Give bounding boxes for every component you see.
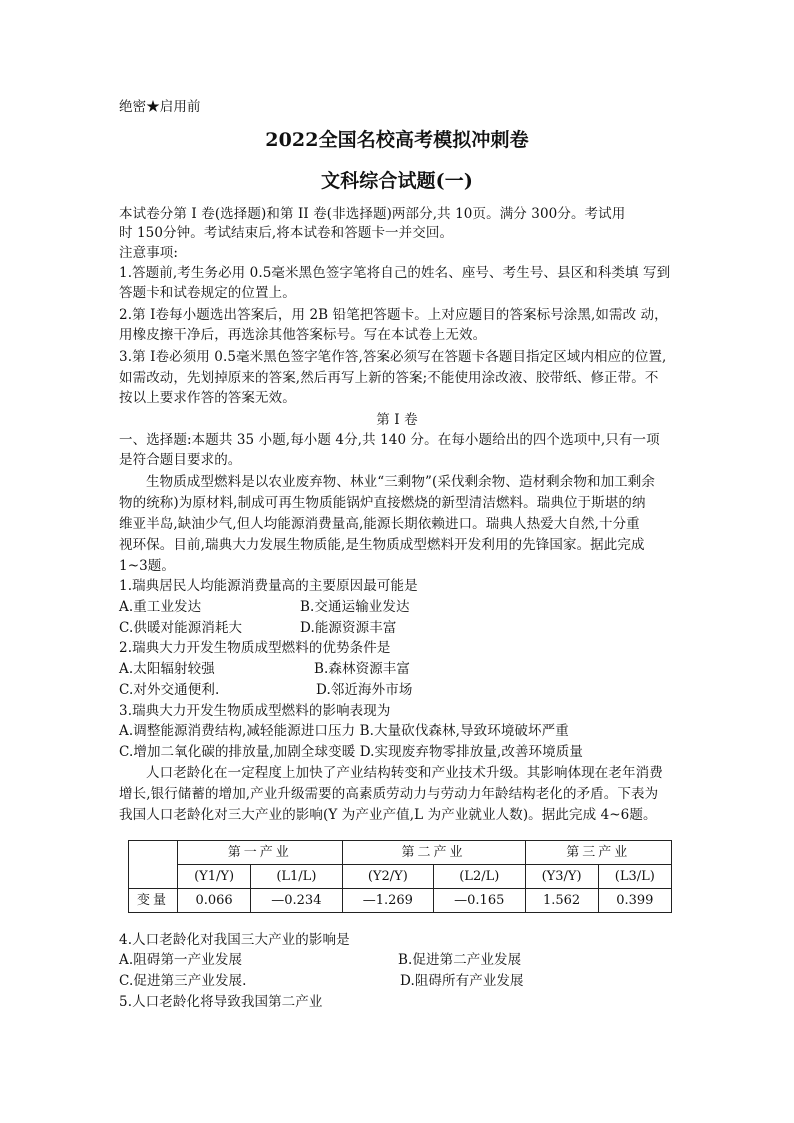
table-column-header: (L3/L) bbox=[598, 865, 671, 889]
table-column-header: (Y1/Y) bbox=[178, 865, 251, 889]
table-cell: 0.066 bbox=[178, 889, 251, 913]
question-1-option-b: B.交通运输业发达 bbox=[300, 599, 410, 615]
question-3-options-cd: C.增加二氧化碳的排放量,加剧全球变暖 D.实现废弃物零排放量,改善环境质量 bbox=[119, 744, 583, 760]
table-cell: 1.562 bbox=[525, 889, 598, 913]
passage-1-line-3: 维亚半岛,缺油少气,但人均能源消费量高,能源长期依赖进口。瑞典人热爱大自然,十分重 bbox=[119, 516, 640, 532]
note-1-line-1: 1.答题前,考生务必用 0.5毫米黑色签字笔将自己的姓名、座号、考生号、县区和科类填 写到 bbox=[119, 265, 671, 281]
table-column-header: (Y3/Y) bbox=[525, 865, 598, 889]
exam-title: 2022全国名校高考模拟冲刺卷 bbox=[265, 129, 529, 151]
note-3-line-2: 如需改动，先划掉原来的答案,然后再写上新的答案;不能使用涂改液、胶带纸、修正带。不 bbox=[119, 370, 659, 386]
table-row-label: 变量 bbox=[129, 889, 178, 913]
passage-2-line-2: 增长,银行储蓄的增加,产业升级需要的高素质劳动力与劳动力年龄结构老化的矛盾。下表为 bbox=[119, 786, 659, 802]
question-2-stem: 2.瑞典大力开发生物质成型燃料的优势条件是 bbox=[119, 640, 391, 656]
passage-2-line-3: 我国人口老龄化对三大产业的影响(Y 为产业产值,L 为产业就业人数)。据此完成 4~6题。 bbox=[119, 807, 657, 823]
confidential-mark: 绝密★启用前 bbox=[119, 99, 201, 115]
section-title: 第 I 卷 bbox=[376, 412, 418, 428]
note-3-line-3: 按以上要求作答的答案无效。 bbox=[119, 390, 296, 406]
note-2-line-2: 用橡皮擦干净后，再选涂其他答案标号。写在本试卷上无效。 bbox=[119, 327, 487, 343]
table-column-header: (L1/L) bbox=[251, 865, 342, 889]
table-column-header: (Y2/Y) bbox=[342, 865, 433, 889]
question-5-stem: 5.人口老龄化将导致我国第二产业 bbox=[119, 994, 323, 1010]
table-group-header: 第二产业 bbox=[342, 841, 525, 865]
table-header-row bbox=[129, 841, 672, 865]
notes-heading: 注意事项: bbox=[119, 245, 179, 261]
question-4-option-c: C.促进第三产业发展. bbox=[119, 973, 247, 989]
table-cell: —1.269 bbox=[342, 889, 433, 913]
passage-1-line-1: 生物质成型燃料是以农业废弃物、林业“三剩物”(采伐剩余物、造材剩余物和加工剩余 bbox=[146, 474, 655, 490]
table-corner-cell bbox=[129, 841, 178, 889]
table-subheader-row bbox=[129, 865, 672, 889]
question-4-option-b: B.促进第二产业发展 bbox=[398, 952, 522, 968]
question-3-options-ab: A.调整能源消费结构,减轻能源进口压力 B.大量砍伐森林,导致环境破坏严重 bbox=[119, 723, 569, 739]
table-cell: —0.234 bbox=[251, 889, 342, 913]
table-cell: 0.399 bbox=[598, 889, 671, 913]
question-1-option-d: D.能源资源丰富 bbox=[300, 620, 397, 636]
question-2-option-a: A.太阳辐射较强 bbox=[119, 661, 215, 677]
question-4-option-d: D.阻碍所有产业发展 bbox=[400, 973, 524, 989]
question-3-stem: 3.瑞典大力开发生物质成型燃料的影响表现为 bbox=[119, 703, 391, 719]
question-2-option-c: C.对外交通便利. bbox=[119, 682, 220, 698]
question-2-option-d: D.邻近海外市场 bbox=[316, 682, 413, 698]
intro-line-2: 时 150分钟。考试结束后,将本试卷和答题卡一并交回。 bbox=[119, 225, 454, 241]
table-row bbox=[129, 889, 672, 913]
note-2-line-1: 2.第 I卷每小题选出答案后，用 2B 铅笔把答题卡。上对应题目的答案标号涂黑,如需改 动， bbox=[119, 307, 668, 323]
question-1-stem: 1.瑞典居民人均能源消费量高的主要原因最可能是 bbox=[119, 578, 418, 594]
table-column-header: (L2/L) bbox=[434, 865, 525, 889]
note-1-line-2: 答题卡和试卷规定的位置上。 bbox=[119, 285, 296, 301]
intro-line-1: 本试卷分第 I 卷(选择题)和第 II 卷(非选择题)两部分,共 10页。满分 300分。考试用 bbox=[119, 206, 626, 222]
question-4-option-a: A.阻碍第一产业发展 bbox=[119, 952, 243, 968]
note-3-line-1: 3.第 I卷必须用 0.5毫米黑色签字笔作答,答案必须写在答题卡各题目指定区域内相应的位置, bbox=[119, 349, 667, 365]
section-instruction-2: 是符合题目要求的。 bbox=[119, 452, 242, 468]
section-instruction-1: 一、选择题:本题共 35 小题,每小题 4分,共 140 分。在每小题给出的四个选项中,只有一项 bbox=[119, 432, 660, 448]
table-group-header: 第一产业 bbox=[178, 841, 343, 865]
question-2-option-b: B.森林资源丰富 bbox=[314, 661, 411, 677]
question-4-stem: 4.人口老龄化对我国三大产业的影响是 bbox=[119, 932, 350, 948]
table-cell: —0.165 bbox=[434, 889, 525, 913]
passage-2-line-1: 人口老龄化在一定程度上加快了产业结构转变和产业技术升级。其影响体现在老年消费 bbox=[146, 765, 663, 781]
question-1-option-c: C.供暖对能源消耗大 bbox=[119, 620, 243, 636]
passage-1-line-5: 1~3题。 bbox=[119, 558, 175, 574]
exam-subtitle: 文科综合试题(一) bbox=[321, 170, 473, 192]
passage-1-line-2: 物的统称)为原材料,制成可再生物质能锅炉直接燃烧的新型清洁燃料。瑞典位于斯堪的纳 bbox=[119, 495, 646, 511]
question-1-option-a: A.重工业发达 bbox=[119, 599, 202, 615]
aging-impact-table bbox=[128, 840, 672, 913]
table-group-header: 第三产业 bbox=[525, 841, 672, 865]
passage-1-line-4: 视环保。目前,瑞典大力发展生物质能,是生物质成型燃料开发利用的先锋国家。据此完成 bbox=[119, 537, 645, 553]
